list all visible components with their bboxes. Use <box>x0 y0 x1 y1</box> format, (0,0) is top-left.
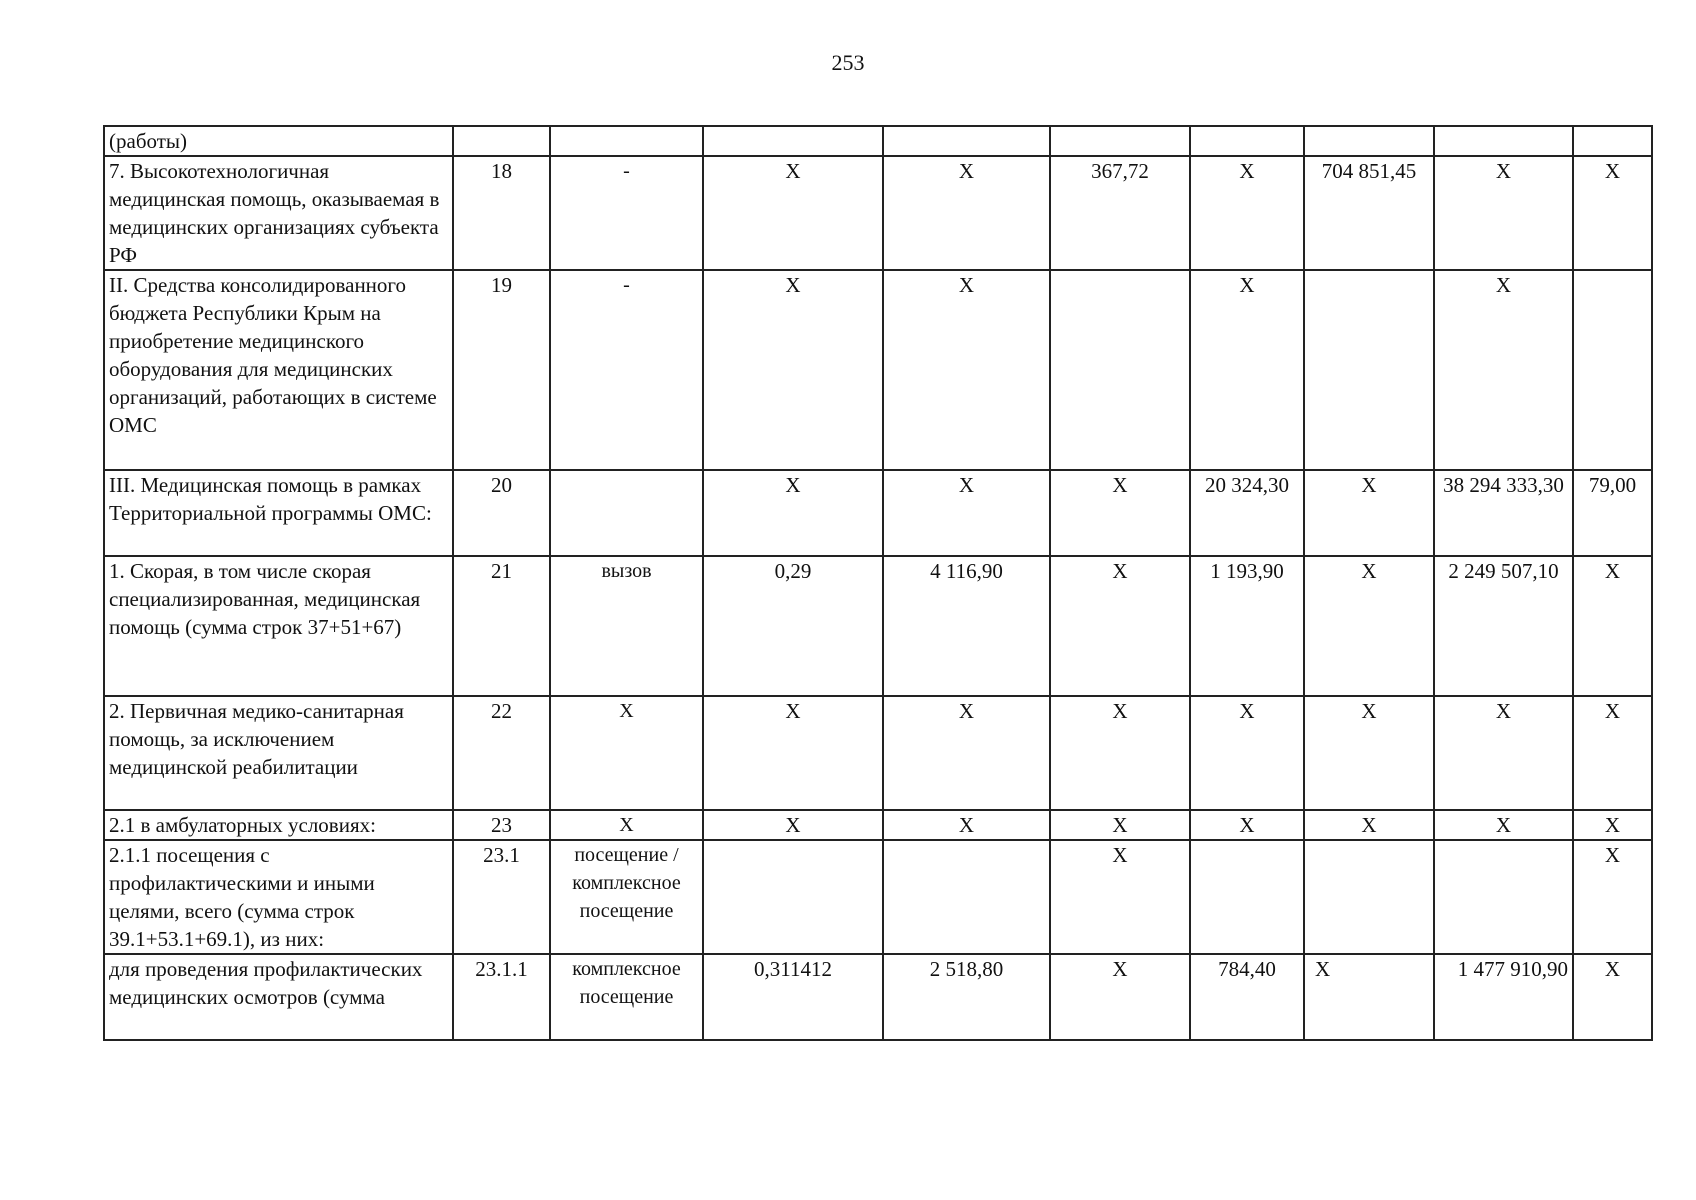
table-row <box>104 696 1652 810</box>
row-cell <box>1304 270 1434 470</box>
row-cell: X <box>1050 810 1190 840</box>
row-cell: 0,29 <box>703 556 883 696</box>
row-number: 20 <box>453 470 550 556</box>
row-name: III. Медицинская помощь в рамках Территориальной программы ОМС: <box>104 470 453 556</box>
row-name: 2.1 в амбулаторных условиях: <box>104 810 453 840</box>
row-cell: X <box>883 270 1050 470</box>
row-cell <box>883 840 1050 954</box>
row-number: 22 <box>453 696 550 810</box>
row-cell: X <box>1190 270 1304 470</box>
page-number: 253 <box>831 50 865 75</box>
row-number: 18 <box>453 156 550 270</box>
row-cell: X <box>1304 696 1434 810</box>
row-cell: X <box>883 810 1050 840</box>
row-cell <box>1050 270 1190 470</box>
row-unit <box>550 470 703 556</box>
row-cell: X <box>703 810 883 840</box>
row-cell <box>883 126 1050 156</box>
table-row <box>104 126 1652 156</box>
row-cell <box>703 126 883 156</box>
row-cell <box>1190 840 1304 954</box>
table-row <box>104 556 1652 696</box>
row-unit: комплексное посещение <box>550 954 703 1040</box>
table-row <box>104 470 1652 556</box>
row-number: 23 <box>453 810 550 840</box>
row-cell: X <box>1050 556 1190 696</box>
row-cell <box>1434 840 1573 954</box>
table-row <box>104 270 1652 470</box>
row-cell: 79,00 <box>1573 470 1652 556</box>
row-cell: X <box>703 156 883 270</box>
row-cell: 2 518,80 <box>883 954 1050 1040</box>
row-cell: 704 851,45 <box>1304 156 1434 270</box>
row-name: 1. Скорая, в том числе скорая специализированная, медицинская помощь (сумма строк 37+51+67) <box>104 556 453 696</box>
row-cell: X <box>1573 556 1652 696</box>
row-cell: 0,311412 <box>703 954 883 1040</box>
row-cell <box>703 840 883 954</box>
row-cell: X <box>1304 810 1434 840</box>
row-cell: X <box>1050 696 1190 810</box>
row-cell: X <box>883 696 1050 810</box>
row-cell: 784,40 <box>1190 954 1304 1040</box>
row-name: 7. Высокотехнологичная медицинская помощь, оказываемая в медицинских организациях субъекта РФ <box>104 156 453 270</box>
row-cell <box>1573 126 1652 156</box>
row-cell: X <box>703 470 883 556</box>
row-cell: 2 249 507,10 <box>1434 556 1573 696</box>
row-unit: - <box>550 270 703 470</box>
row-cell: 1 193,90 <box>1190 556 1304 696</box>
row-unit: посещение / комплексное посещение <box>550 840 703 954</box>
row-unit: X <box>550 810 703 840</box>
row-cell: X <box>1190 810 1304 840</box>
row-cell: X <box>1190 156 1304 270</box>
row-cell <box>1050 126 1190 156</box>
row-cell <box>1304 840 1434 954</box>
row-cell: X <box>703 696 883 810</box>
row-cell <box>1304 126 1434 156</box>
row-unit <box>550 126 703 156</box>
row-name: 2. Первичная медико-санитарная помощь, за исключением медицинской реабилитации <box>104 696 453 810</box>
row-cell: X <box>1573 840 1652 954</box>
row-unit: - <box>550 156 703 270</box>
row-cell: X <box>1050 954 1190 1040</box>
table-row <box>104 840 1652 954</box>
row-number: 21 <box>453 556 550 696</box>
row-cell: X <box>1050 470 1190 556</box>
row-unit: X <box>550 696 703 810</box>
row-cell: X <box>1434 156 1573 270</box>
row-cell: X <box>1434 696 1573 810</box>
table-row <box>104 954 1652 1040</box>
row-cell: 1 477 910,90 <box>1434 954 1573 1040</box>
row-cell: 367,72 <box>1050 156 1190 270</box>
row-cell <box>1434 126 1573 156</box>
row-cell: X <box>883 470 1050 556</box>
row-cell: X <box>1573 954 1652 1040</box>
row-number: 23.1.1 <box>453 954 550 1040</box>
row-cell: X <box>1434 270 1573 470</box>
row-cell: X <box>1304 954 1434 1040</box>
row-cell: X <box>703 270 883 470</box>
row-name: II. Средства консолидированного бюджета Республики Крым на приобретение медицинского оборудования для медицинских организаций, работающих в системе ОМС <box>104 270 453 470</box>
table-row <box>104 156 1652 270</box>
row-cell: X <box>1050 840 1190 954</box>
table-row <box>104 810 1652 840</box>
row-cell: X <box>1434 810 1573 840</box>
row-cell: X <box>1573 696 1652 810</box>
row-cell: X <box>1190 696 1304 810</box>
row-cell: X <box>1573 156 1652 270</box>
row-cell: X <box>1304 556 1434 696</box>
row-cell <box>1573 270 1652 470</box>
data-table <box>103 125 1653 1041</box>
row-name: (работы) <box>104 126 453 156</box>
row-cell: 4 116,90 <box>883 556 1050 696</box>
row-cell: X <box>1304 470 1434 556</box>
row-number: 19 <box>453 270 550 470</box>
row-name: 2.1.1 посещения с профилактическими и иными целями, всего (сумма строк 39.1+53.1+69.1), из них: <box>104 840 453 954</box>
row-name: для проведения профилактических медицинских осмотров (сумма <box>104 954 453 1040</box>
row-cell: X <box>883 156 1050 270</box>
row-cell: 38 294 333,30 <box>1434 470 1573 556</box>
row-number <box>453 126 550 156</box>
row-cell: 20 324,30 <box>1190 470 1304 556</box>
row-cell: X <box>1573 810 1652 840</box>
row-cell <box>1190 126 1304 156</box>
row-unit: вызов <box>550 556 703 696</box>
row-number: 23.1 <box>453 840 550 954</box>
